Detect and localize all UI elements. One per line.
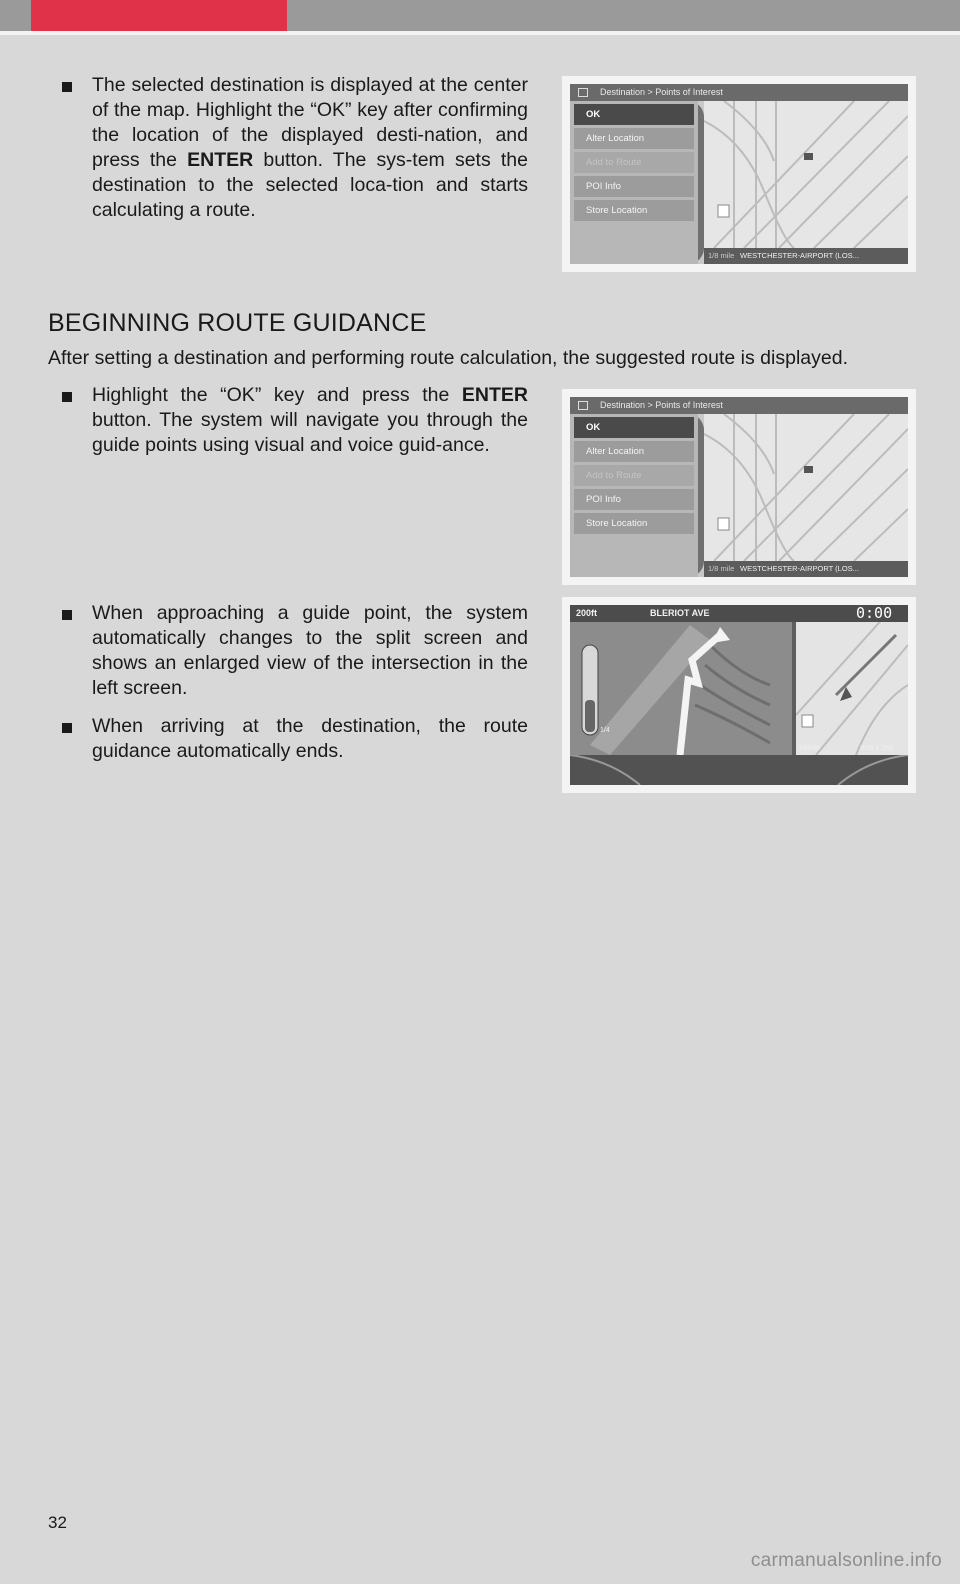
paragraph-guide-point: When approaching a guide point, the system automatically changes to the split screen and shows an enlarged view of the intersection in the left screen.	[92, 602, 528, 699]
menu-item-alter-location[interactable]: Alter Location	[574, 441, 694, 462]
map-footer: 1/8 mile WESTCHESTER-AIRPORT (LOS...	[704, 561, 908, 577]
top-divider	[0, 31, 960, 35]
watermark: carmanualsonline.info	[750, 1550, 942, 1571]
page-number: 32	[48, 1513, 67, 1532]
split-map-graphic	[796, 605, 908, 755]
top-banner-accent	[31, 0, 287, 31]
menu-item-store-location[interactable]: Store Location	[574, 200, 694, 221]
menu-item-add-to-route[interactable]: Add to Route	[574, 465, 694, 486]
screenshot-destination-2	[562, 389, 916, 585]
menu-item-alter-location[interactable]: Alter Location	[574, 128, 694, 149]
split-screen	[570, 605, 908, 785]
map-view	[704, 414, 908, 561]
distance-gauge-label: 1/4	[600, 727, 610, 734]
street-name: BLERIOT AVE	[650, 608, 710, 618]
nav-screen	[570, 84, 908, 264]
map-graphic	[704, 101, 908, 248]
split-map-view	[796, 605, 908, 755]
flag-icon	[578, 401, 588, 410]
paragraph-arriving: When arriving at the destination, the route guidance automatically ends.	[92, 715, 528, 762]
menu-item-ok[interactable]: OK	[574, 417, 694, 438]
split-bottom-bar	[570, 755, 908, 785]
section-heading: BEGINNING ROUTE GUIDANCE	[48, 309, 427, 337]
intro-text: After setting a destination and performing route calculation, the suggested route is displayed.	[48, 347, 848, 369]
menu-item-ok[interactable]: OK	[574, 104, 694, 125]
map-view	[704, 101, 908, 248]
distance-to-turn: 200ft	[576, 608, 598, 618]
flag-icon	[578, 88, 588, 97]
screen-header: Destination > Points of Interest	[570, 397, 908, 414]
map-footer: 1/8 mile WESTCHESTER-AIRPORT (LOS...	[704, 248, 908, 264]
enter-key-label: ENTER	[187, 149, 254, 171]
menu-item-poi-info[interactable]: POI Info	[574, 176, 694, 197]
screen-header: Destination > Points of Interest	[570, 84, 908, 101]
bullet-icon	[62, 723, 72, 733]
menu-item-poi-info[interactable]: POI Info	[574, 489, 694, 510]
paragraph-selected-destination: The selected destination is displayed at the center of the map. Highlight the “OK” key after confirming the location of the displayed desti-nation, and press the ENTER button. The sys-tem sets the destination to the selected loca-tion and starts calculating a route.	[92, 74, 528, 221]
intersection-view	[570, 605, 792, 755]
destination-menu	[570, 101, 698, 264]
bullet-icon	[62, 392, 72, 402]
map-graphic	[704, 414, 908, 561]
bullet-icon	[62, 82, 72, 92]
nav-screen	[570, 397, 908, 577]
menu-item-add-to-route[interactable]: Add to Route	[574, 152, 694, 173]
bullet-icon	[62, 610, 72, 620]
split-footer-eta: 0:06 1.7mi	[860, 745, 893, 752]
screenshot-split-screen	[562, 597, 916, 793]
clock-display: 0:00	[856, 605, 893, 622]
menu-item-store-location[interactable]: Store Location	[574, 513, 694, 534]
enter-key-label: ENTER	[461, 384, 528, 406]
paragraph-highlight-ok: Highlight the “OK” key and press the ENTER button. The system will navigate you through the guide points using visual and voice guid-ance.	[92, 384, 528, 456]
split-footer-scale: 1/8mile	[798, 745, 821, 752]
destination-menu	[570, 414, 698, 577]
screenshot-destination-1	[562, 76, 916, 272]
bottom-arc-graphic	[570, 755, 908, 785]
